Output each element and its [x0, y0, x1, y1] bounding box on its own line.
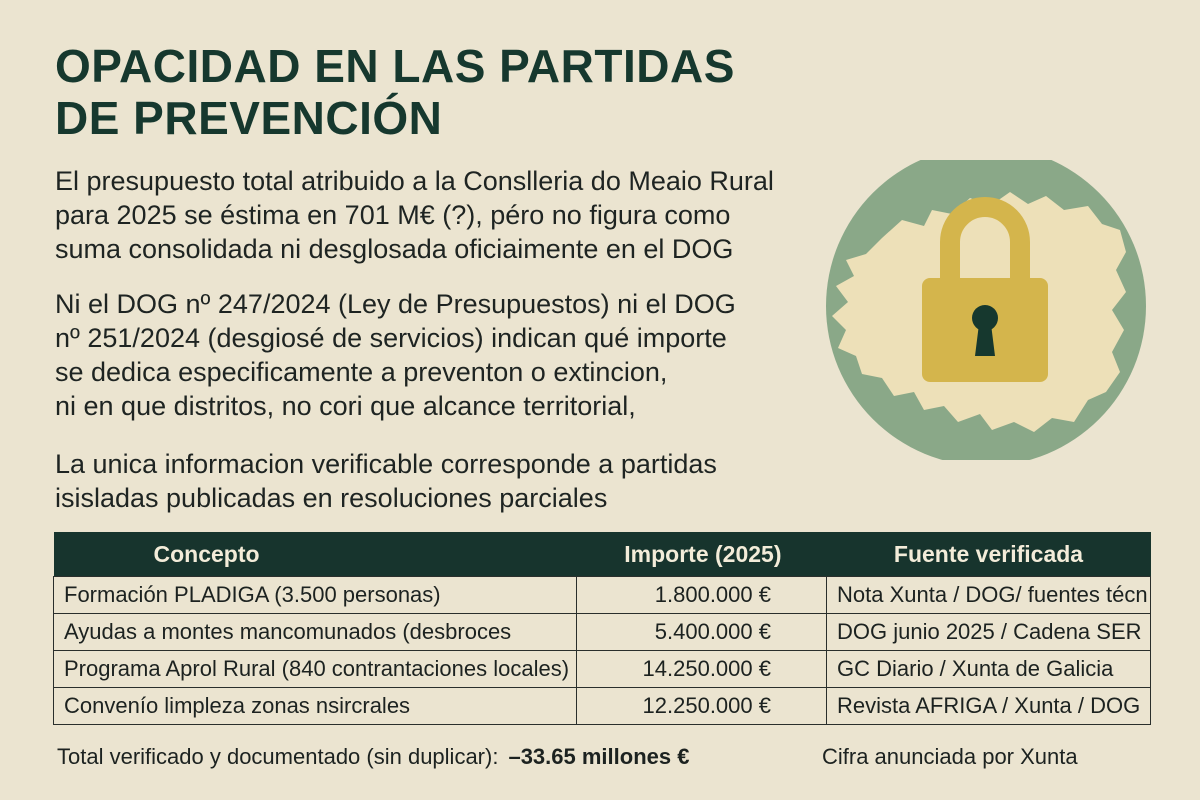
- page-title: [55, 40, 815, 144]
- funding-table: [53, 532, 1151, 725]
- paragraph-line: Ni el DOG nº 247/2024 (Ley de Presupuestos) ni el DOG: [55, 289, 736, 319]
- table-row: [54, 688, 1151, 725]
- table-row: [54, 577, 1151, 614]
- cell-importe: 1.800.000 €: [577, 577, 827, 614]
- cell-importe: 5.400.000 €: [577, 614, 827, 651]
- title-line-2: DE PREVENCIÓN: [55, 92, 443, 144]
- cell-concepto: Ayudas a montes mancomunados (desbroces: [54, 614, 577, 651]
- table-row: [54, 651, 1151, 688]
- table-header-row: [54, 532, 1151, 577]
- paragraph-budget: [55, 164, 815, 266]
- header-concepto: Concepto: [54, 532, 577, 577]
- title-line-1: OPACIDAD EN LAS PARTIDAS: [55, 40, 735, 92]
- cell-fuente: Nota Xunta / DOG/ fuentes técn: [827, 577, 1151, 614]
- paragraph-line: para 2025 se éstima en 701 M€ (?), péro no figura como: [55, 200, 731, 230]
- cell-concepto: Programa Aprol Rural (840 contrantaciones locales): [54, 651, 577, 688]
- paragraph-dog: [55, 287, 815, 423]
- cell-fuente: GC Diario / Xunta de Galicia: [827, 651, 1151, 688]
- paragraph-line: se dedica especificamente a preventon o extincion,: [55, 357, 668, 387]
- cell-concepto: Convenío limpleza zonas nsircrales: [54, 688, 577, 725]
- galicia-padlock-emblem: [820, 160, 1150, 460]
- paragraph-line: isisladas publicadas en resoluciones parciales: [55, 483, 608, 513]
- header-importe: Importe (2025): [577, 532, 827, 577]
- total-label: Total verificado y documentado (sin duplicar):: [57, 744, 499, 769]
- table-row: [54, 614, 1151, 651]
- paragraph-line: El presupuesto total atribuido a la Conslleria do Meaio Rural: [55, 166, 774, 196]
- xunta-note: Cifra anunciada por Xunta: [822, 744, 1078, 769]
- cell-importe: 12.250.000 €: [577, 688, 827, 725]
- paragraph-line: suma consolidada ni desglosada oficiaimente en el DOG: [55, 234, 734, 264]
- paragraph-line: nº 251/2024 (desgiosé de servicios) indican qué importe: [55, 323, 727, 353]
- total-value: –33.65 millones €: [508, 744, 690, 769]
- cell-fuente: DOG junio 2025 / Cadena SER: [827, 614, 1151, 651]
- cell-fuente: Revista AFRIGA / Xunta / DOG: [827, 688, 1151, 725]
- paragraph-verifiable: [55, 447, 815, 515]
- paragraph-line: ni en que distritos, no cori que alcance territorial,: [55, 391, 636, 421]
- cell-importe: 14.250.000 €: [577, 651, 827, 688]
- paragraph-line: La unica informacion verificable corresponde a partidas: [55, 449, 717, 479]
- header-fuente: Fuente verificada: [827, 532, 1151, 577]
- total-summary: [57, 744, 689, 770]
- cell-concepto: Formación PLADIGA (3.500 personas): [54, 577, 577, 614]
